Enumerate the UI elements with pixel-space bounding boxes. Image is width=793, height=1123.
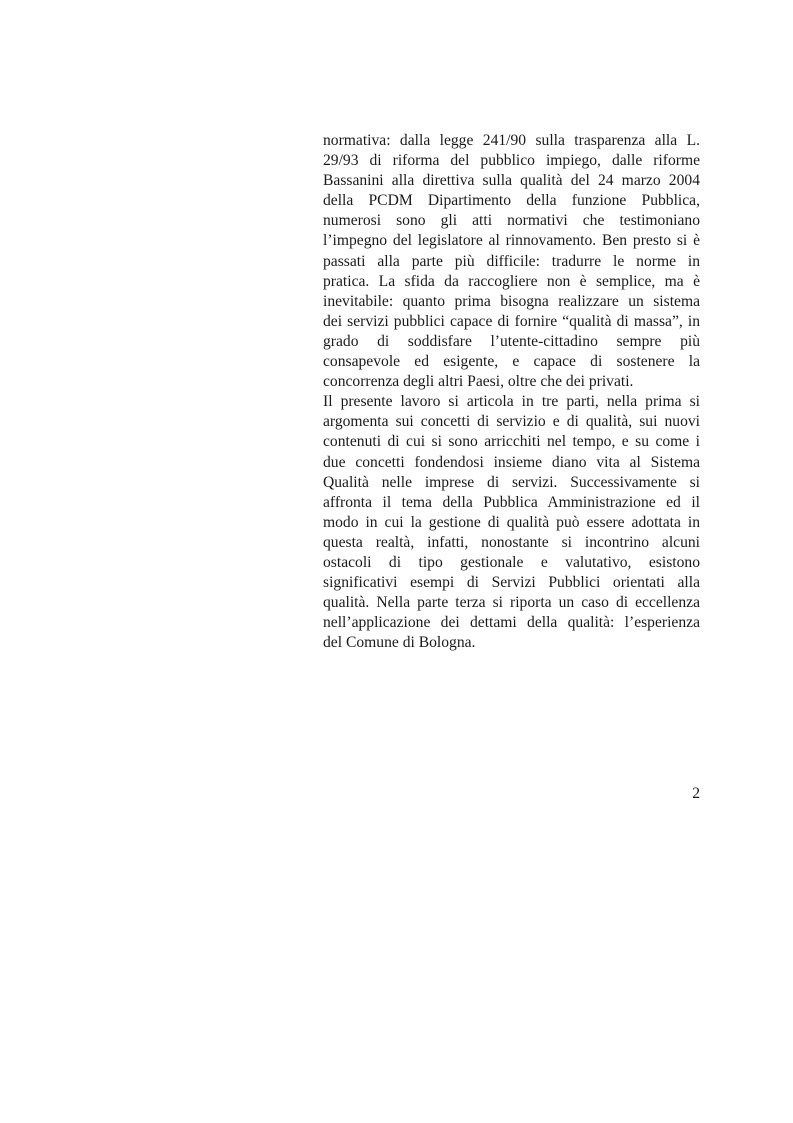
text-line: ostacoli di tipo gestionale e valutativo, esistono [323, 553, 700, 571]
text-line: grado di soddisfare l’utente-cittadino sempre più [323, 332, 700, 350]
text-line: affronta il tema della Pubblica Amministrazione ed il [323, 493, 700, 511]
text-line: l’impegno del legislatore al rinnovamento. Ben presto si è [323, 232, 700, 250]
text-line: del Comune di Bologna. [323, 634, 476, 652]
text-line: questa realtà, infatti, nonostante si incontrino alcuni [323, 533, 700, 551]
paragraph-1 [323, 131, 700, 392]
text-line: normativa: dalla legge 241/90 sulla trasparenza alla L. [323, 132, 700, 149]
text-line: concorrenza degli altri Paesi, oltre che dei privati. [323, 373, 634, 391]
text-line: pratica. La sfida da raccogliere non è semplice, ma è [323, 272, 700, 290]
text-line: argomenta sui concetti di servizio e di qualità, sui nuovi [323, 413, 700, 431]
text-line: passati alla parte più difficile: tradurre le norme in [323, 252, 700, 270]
text-line: Bassanini alla direttiva sulla qualità del 24 marzo 2004 [323, 172, 700, 190]
text-line: dei servizi pubblici capace di fornire “qualità di massa”, in [323, 312, 700, 330]
text-line: qualità. Nella parte terza si riporta un caso di eccellenza [323, 594, 700, 612]
text-line: modo in cui la gestione di qualità può essere adottata in [323, 513, 700, 531]
text-line: nell’applicazione dei dettami della qualità: l’esperienza [323, 614, 700, 632]
text-line: due concetti fondendosi insieme diano vita al Sistema [323, 453, 700, 471]
text-line: significativi esempi di Servizi Pubblici orientati alla [323, 574, 700, 592]
text-line: contenuti di cui si sono arricchiti nel tempo, e su come i [323, 433, 700, 451]
text-line: numerosi sono gli atti normativi che testimoniano [323, 212, 700, 230]
text-line: della PCDM Dipartimento della funzione Pubblica, [323, 192, 700, 210]
page-number: 2 [692, 785, 700, 802]
body-text [323, 131, 700, 653]
text-line: Il presente lavoro si articola in tre parti, nella prima si [323, 393, 700, 411]
text-line: 29/93 di riforma del pubblico impiego, dalle riforme [323, 152, 700, 170]
text-line: Qualità nelle imprese di servizi. Successivamente si [323, 473, 700, 491]
paragraph-2 [323, 392, 700, 653]
text-line: inevitabile: quanto prima bisogna realizzare un sistema [323, 292, 700, 310]
text-line: consapevole ed esigente, e capace di sostenere la [323, 353, 700, 371]
